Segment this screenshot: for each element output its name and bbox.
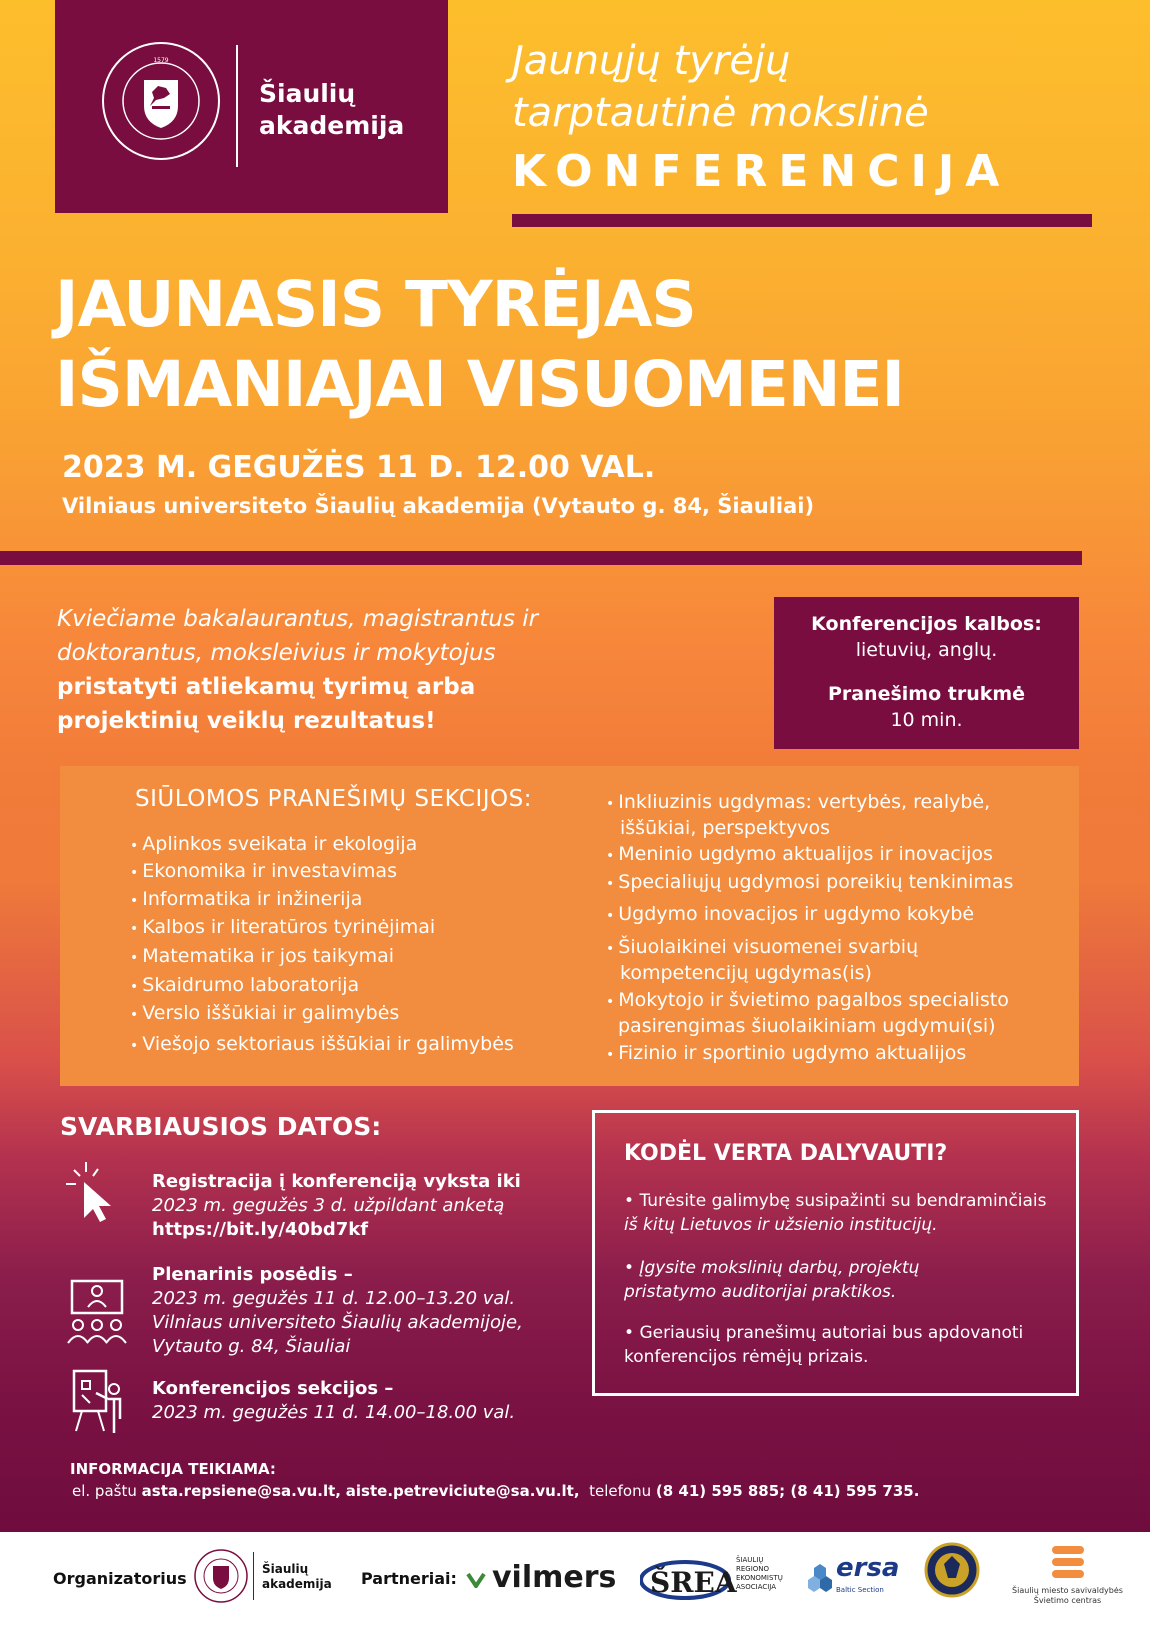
phone-numbers: (8 41) 595 885; (8 41) 595 735. xyxy=(655,1482,920,1500)
presentation-audience-icon xyxy=(66,1277,132,1347)
registration-heading: Registracija į konferenciją vyksta iki xyxy=(152,1171,521,1192)
srea-swoosh-icon xyxy=(640,1550,800,1610)
logo-text xyxy=(259,78,404,142)
why-title: KODĖL VERTA DALYVAUTI? xyxy=(624,1141,948,1166)
duration-label: Pranešimo trukmė xyxy=(827,683,1026,705)
language-info-box xyxy=(774,597,1079,749)
invitation-line1: Kviečiame bakalaurantus, magistrantus ir xyxy=(57,606,539,632)
svg-text:ŠREA: ŠREA xyxy=(650,1566,737,1599)
vilmers-mark-icon xyxy=(466,1572,486,1588)
event-date: 2023 M. GEGUŽĖS 11 D. 12.00 VAL. xyxy=(62,450,656,485)
event-venue: Vilniaus universiteto Šiaulių akademija (Vytauto g. 84, Šiauliai) xyxy=(62,494,815,518)
email-link-2[interactable]: aiste.petreviciute@sa.vu.lt, xyxy=(345,1482,580,1500)
svg-text:REGIONO: REGIONO xyxy=(736,1565,770,1573)
plenary-address: Vytauto g. 84, Šiauliai xyxy=(152,1336,351,1357)
section-item-right: • Mokytojo ir švietimo pagalbos specialisto pasirengimas šiuolaikiniam ugdymui(si) xyxy=(606,989,1009,1037)
plenary-time: 2023 m. gegužės 11 d. 12.00–13.20 val. xyxy=(152,1288,516,1309)
why-participate-box xyxy=(592,1110,1079,1396)
svg-text:ASOCIACIJA: ASOCIACIJA xyxy=(736,1583,777,1591)
invitation-line2: doktorantus, moksleivius ir mokytojus xyxy=(57,640,496,666)
why-item: • Įgysite mokslinių darbų, projektų pristatymo auditorijai praktikos. xyxy=(624,1258,920,1302)
partner-ersa-logo xyxy=(806,1550,916,1608)
organizer-label: Organizatorius xyxy=(53,1569,187,1588)
partners-label: Partneriai: xyxy=(361,1569,457,1588)
plenary-heading: Plenarinis posėdis – xyxy=(152,1264,353,1285)
section-item-right: • Meninio ugdymo aktualijos ir inovacijos xyxy=(606,843,993,865)
section-item-left: • Kalbos ir literatūros tyrinėjimai xyxy=(130,916,436,938)
invitation-text xyxy=(57,602,657,738)
plenary-info xyxy=(152,1263,523,1359)
logo-text-line1: Šiaulių xyxy=(259,79,356,108)
ersa-hex-icon xyxy=(806,1550,916,1604)
email-link-1[interactable]: asta.repsiene@sa.vu.lt, xyxy=(141,1482,341,1500)
organizer-divider xyxy=(253,1552,254,1600)
presenter-board-icon xyxy=(72,1369,130,1435)
svg-text:ŠIAULIŲ: ŠIAULIŲ xyxy=(736,1556,764,1564)
registration-info xyxy=(152,1170,521,1242)
svg-text:EKONOMISTŲ: EKONOMISTŲ xyxy=(736,1574,783,1582)
organizer-logo-text: Šiaulių akademija xyxy=(262,1562,332,1591)
sessions-time: 2023 m. gegužės 11 d. 14.00–18.00 val. xyxy=(152,1402,516,1423)
registration-deadline: 2023 m. gegužės 3 d. užpildant anketą xyxy=(152,1195,505,1216)
sections-title: SIŪLOMOS PRANEŠIMŲ SEKCIJOS: xyxy=(135,786,532,812)
invitation-line4: projektinių veiklų rezultatus! xyxy=(57,708,436,734)
duration-value: 10 min. xyxy=(890,709,963,731)
sessions-info xyxy=(152,1377,515,1425)
language-label: Konferencijos kalbos: xyxy=(811,613,1042,635)
main-divider xyxy=(0,551,1082,565)
svg-text:ersa: ersa xyxy=(836,1553,900,1583)
partner-svietimas-logo: Šiaulių miesto savivaldybės Švietimo centras xyxy=(1000,1542,1135,1606)
dates-title: SVARBIAUSIOS DATOS: xyxy=(60,1112,382,1141)
section-item-left: • Verslo iššūkiai ir galimybės xyxy=(130,1002,400,1024)
invitation-line3: pristatyti atliekamų tyrimų arba xyxy=(57,674,476,700)
section-item-left: • Informatika ir inžinerija xyxy=(130,888,363,910)
section-item-left: • Ekonomika ir investavimas xyxy=(130,860,397,882)
language-value: lietuvių, anglų. xyxy=(855,639,998,661)
university-seal-icon xyxy=(100,40,222,162)
contact-line: el. paštu asta.repsiene@sa.vu.lt, aiste.petreviciute@sa.vu.lt, telefonu (8 41) 595 885; (8 41) 595 735. xyxy=(72,1482,920,1500)
organizer-seal-icon xyxy=(193,1548,249,1604)
section-item-left: • Viešojo sektoriaus iššūkiai ir galimybės xyxy=(130,1033,514,1055)
section-item-right: • Šiuolaikinei visuomenei svarbių kompetencijų ugdymas(is) xyxy=(606,936,919,984)
partner-crest-icon xyxy=(924,1542,980,1598)
logo-divider xyxy=(236,45,238,167)
logo-text-line2: akademija xyxy=(259,111,405,140)
registration-link[interactable]: https://bit.ly/40bd7kf xyxy=(152,1219,369,1240)
section-item-right: • Specialiųjų ugdymosi poreikių tenkinimas xyxy=(606,871,1014,893)
svg-text:Baltic Section: Baltic Section xyxy=(836,1586,884,1594)
conference-heading-line2: tarptautinė mokslinė xyxy=(512,90,929,136)
conference-heading-line1: Jaunųjų tyrėjų xyxy=(512,38,791,84)
why-item: • Turėsite galimybę susipažinti su bendraminčiais iš kitų Lietuvos ir užsienio institucijų. xyxy=(624,1191,1047,1235)
partner-vilmers-logo: vilmers xyxy=(492,1560,617,1595)
contact-title: INFORMACIJA TEIKIAMA: xyxy=(70,1460,276,1478)
svg-text:1579: 1579 xyxy=(153,57,169,64)
main-title-line1: JAUNASIS TYRĖJAS xyxy=(55,268,696,341)
section-item-left: • Aplinkos sveikata ir ekologija xyxy=(130,833,418,855)
sessions-heading: Konferencijos sekcijos – xyxy=(152,1378,394,1399)
partner-srea-logo xyxy=(640,1550,800,1614)
main-title-line2: IŠMANIAJAI VISUOMENEI xyxy=(55,348,904,421)
section-item-left: • Matematika ir jos taikymai xyxy=(130,945,395,967)
section-item-right: • Ugdymo inovacijos ir ugdymo kokybė xyxy=(606,903,975,925)
plenary-place: Vilniaus universiteto Šiaulių akademijoje, xyxy=(152,1312,523,1333)
section-item-right: • Fizinio ir sportinio ugdymo aktualijos xyxy=(606,1042,967,1064)
footer xyxy=(0,1532,1150,1625)
why-item: • Geriausių pranešimų autoriai bus apdovanoti konferencijos rėmėjų prizais. xyxy=(624,1323,1024,1367)
section-item-right: • Inkliuzinis ugdymas: vertybės, realybė, iššūkiai, perspektyvos xyxy=(606,791,991,839)
conference-underline xyxy=(512,214,1092,227)
svietimas-centras-icon xyxy=(1048,1542,1088,1582)
cursor-click-icon xyxy=(60,1158,124,1222)
conference-heading-line3: KONFERENCIJA xyxy=(512,146,1011,197)
section-item-left: • Skaidrumo laboratorija xyxy=(130,974,360,996)
